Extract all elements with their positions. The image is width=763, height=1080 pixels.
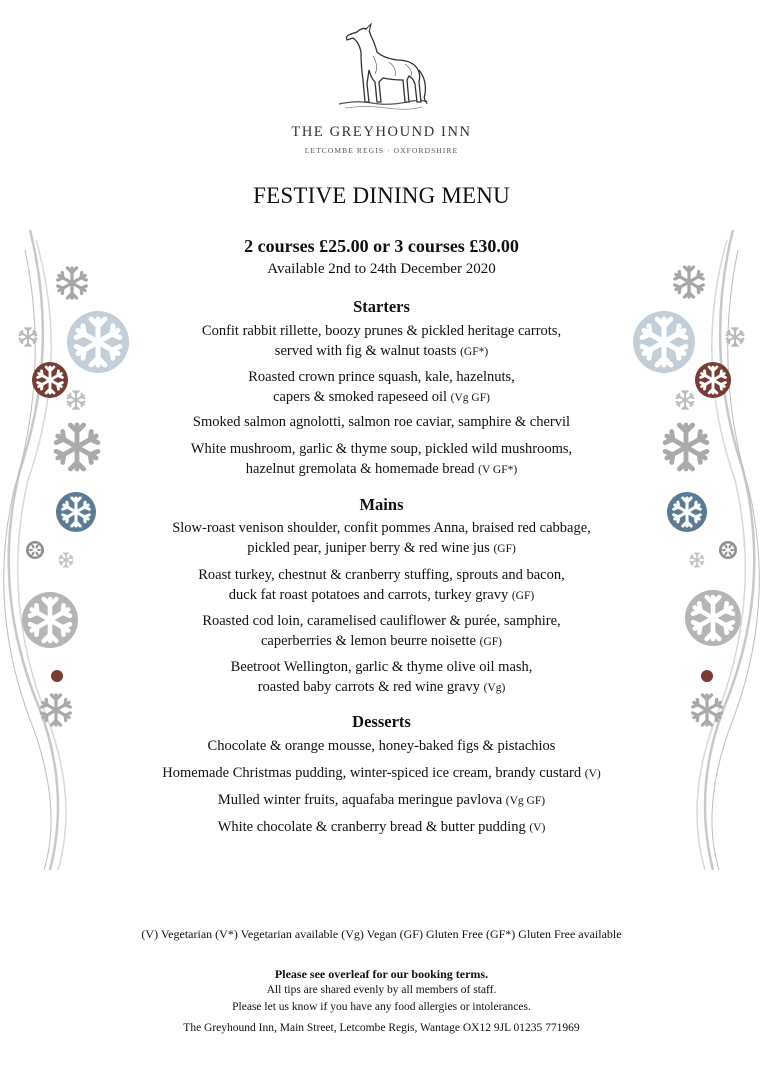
availability-line: Available 2nd to 24th December 2020	[267, 261, 496, 277]
tips-note: All tips are shared evenly by all members of staff.	[266, 984, 497, 996]
dish-line: Roasted cod loin, caramelised cauliflower & purée, samphire,	[202, 613, 561, 629]
diet-tag: (Vg GF)	[450, 392, 490, 404]
blue-bauble-icon	[667, 492, 707, 532]
red-bauble-icon	[701, 670, 713, 682]
menu-title: FESTIVE DINING MENU	[253, 183, 510, 208]
starters-heading: Starters	[353, 297, 410, 316]
snowflake-icon	[67, 391, 84, 409]
dish-line: Beetroot Wellington, garlic & thyme olive oil mash,	[230, 659, 533, 675]
dish-text: capers & smoked rapeseed oil	[273, 389, 447, 405]
dish-text: roasted baby carrots & red wine gravy	[257, 679, 480, 695]
red-bauble-icon	[695, 362, 731, 398]
dish-line: Slow-roast venison shoulder, confit pommes Anna, braised red cabbage,	[172, 520, 591, 536]
snowflake-icon	[675, 267, 704, 297]
snowflake-icon	[690, 553, 703, 567]
logo	[0, 22, 763, 155]
dish-line: Smoked salmon agnolotti, salmon roe caviar, samphire & chervil	[192, 414, 571, 430]
dish-text: Homemade Christmas pudding, winter-spiced ice cream, brandy custard	[162, 765, 582, 781]
diet-tag: (GF)	[479, 636, 502, 648]
dish-text: White chocolate & cranberry bread & butter pudding	[217, 819, 526, 835]
diet-tag: (GF)	[511, 590, 535, 602]
snowflake-icon	[693, 695, 722, 725]
grey-bauble-icon	[719, 541, 737, 559]
dish-text: Mulled winter fruits, aquafaba meringue pavlova	[217, 792, 503, 808]
dish-text: duck fat roast potatoes and carrots, turkey gravy	[228, 587, 509, 603]
diet-tag: (V GF*)	[478, 464, 518, 476]
snowflake-icon	[676, 391, 693, 409]
dish-line: Chocolate & orange mousse, honey-baked figs & pistachios	[207, 738, 556, 754]
booking-note: Please see overleaf for our booking terms.	[274, 967, 489, 981]
price-line: 2 courses £25.00 or 3 courses £30.00	[244, 236, 519, 256]
diet-tag: (Vg)	[483, 682, 506, 694]
diet-tag: (V)	[584, 768, 601, 780]
snowflake-icon	[665, 425, 707, 469]
inn-location: LETCOMBE REGIS · OXFORDSHIRE	[304, 146, 459, 155]
blue-bauble-icon	[633, 311, 695, 373]
red-bauble-icon	[51, 670, 63, 682]
dish-line: Roasted crown prince squash, kale, hazelnuts,	[248, 369, 515, 385]
allergy-note: Please let us know if you have any food allergies or intolerances.	[232, 1001, 531, 1013]
desserts-heading: Desserts	[352, 712, 411, 731]
dish-line: Roast turkey, chestnut & cranberry stuffing, sprouts and bacon,	[198, 567, 565, 583]
inn-name: THE GREYHOUND INN	[291, 124, 472, 140]
snowflake-icon	[19, 328, 36, 346]
snowflake-icon	[58, 268, 87, 298]
red-bauble-icon	[32, 362, 68, 398]
dish-line: White mushroom, garlic & thyme soup, pickled wild mushrooms,	[190, 441, 573, 457]
blue-bauble-icon	[67, 311, 129, 373]
snowflake-icon	[42, 695, 71, 725]
snowflake-icon	[56, 425, 98, 469]
dish-text: served with fig & walnut toasts	[274, 343, 457, 359]
grey-bauble-icon	[685, 590, 741, 646]
dietary-key: (V) Vegetarian (V*) Vegetarian available (Vg) Vegan (GF) Gluten Free (GF*) Gluten Free available	[141, 927, 622, 941]
greyhound-logo-icon	[327, 22, 437, 114]
snowflake-icon	[59, 553, 72, 567]
diet-tag: (Vg GF)	[505, 795, 546, 807]
dish-text: pickled pear, juniper berry & red wine jus	[247, 540, 490, 556]
dish-line: Confit rabbit rillette, boozy prunes & pickled heritage carrots,	[201, 323, 562, 339]
grey-bauble-icon	[26, 541, 44, 559]
diet-tag: (GF)	[493, 543, 516, 555]
mains-heading: Mains	[359, 495, 404, 514]
diet-tag: (V)	[529, 822, 546, 834]
snowflake-icon	[726, 328, 743, 346]
address: The Greyhound Inn, Main Street, Letcombe Regis, Wantage OX12 9JL 01235 771969	[183, 1022, 580, 1034]
dish-text: caperberries & lemon beurre noisette	[261, 633, 476, 649]
right-festive-decoration	[623, 230, 763, 870]
grey-bauble-icon	[22, 592, 78, 648]
left-festive-decoration	[0, 230, 140, 870]
diet-tag: (GF*)	[460, 346, 489, 358]
dish-text: hazelnut gremolata & homemade bread	[245, 461, 475, 477]
blue-bauble-icon	[56, 492, 96, 532]
